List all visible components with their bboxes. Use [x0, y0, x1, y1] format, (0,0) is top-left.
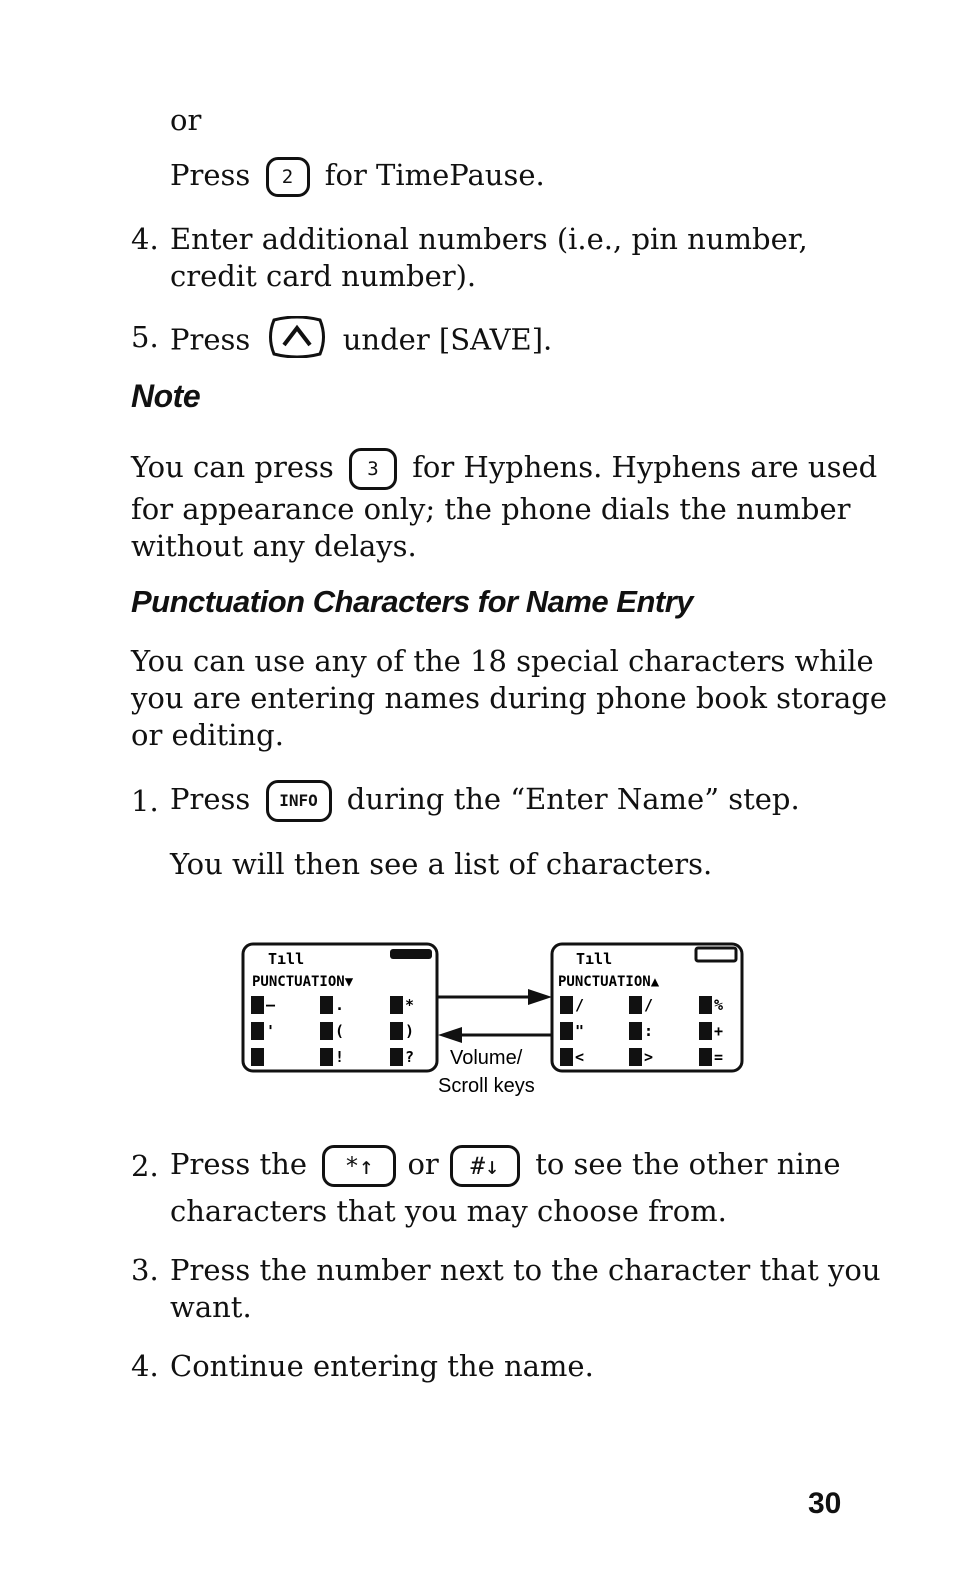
svg-text:?: ?: [405, 1048, 415, 1066]
svg-text:–: –: [266, 996, 276, 1014]
key-2-icon: 2: [266, 157, 310, 197]
step-text: to see the other nine: [535, 1147, 841, 1181]
step-number: 4.: [131, 222, 159, 256]
svg-text:/: /: [575, 996, 585, 1014]
right-screen-title: PUNCTUATION▲: [558, 974, 660, 990]
svg-text:': ': [266, 1022, 276, 1040]
step-text: want.: [170, 1290, 252, 1324]
svg-text:+: +: [714, 1022, 724, 1040]
softkey-up-icon: [264, 316, 330, 367]
svg-text:/: /: [644, 996, 654, 1014]
step-number: 1.: [131, 784, 159, 818]
info-key-icon: INFO: [266, 780, 332, 822]
hash-down-key-icon: #↓: [450, 1145, 520, 1187]
press-text: Press: [170, 158, 251, 192]
section-text: or editing.: [131, 718, 284, 752]
step-number: 5.: [131, 320, 159, 354]
step-text: characters that you may choose from.: [170, 1194, 727, 1228]
note-text: You can press: [131, 450, 334, 484]
figure-label-scroll: Scroll keys: [438, 1075, 535, 1097]
note-text: for appearance only; the phone dials the number: [131, 492, 851, 526]
key-3-icon: 3: [349, 448, 397, 490]
svg-text:(: (: [335, 1022, 345, 1040]
press-text: Press the: [170, 1147, 308, 1181]
save-step-line: [170, 316, 552, 367]
step-number: 4.: [131, 1349, 159, 1383]
scroll-step-line: [170, 1145, 841, 1187]
save-text: under [SAVE].: [342, 322, 553, 357]
svg-text:!: !: [335, 1048, 345, 1066]
svg-text::: :: [644, 1022, 654, 1040]
step-number: 2.: [131, 1149, 159, 1183]
info-step-line: [170, 780, 800, 822]
svg-text:%: %: [714, 996, 724, 1014]
press-text: Press: [170, 782, 251, 816]
step-text: Enter additional numbers (i.e., pin number,: [170, 222, 808, 256]
note-heading: Note: [131, 378, 201, 414]
star-up-key-icon: *↑: [322, 1145, 396, 1187]
punctuation-figure: [240, 940, 750, 1109]
section-text: you are entering names during phone book storage: [131, 681, 887, 715]
step-text: Press the number next to the character that you: [170, 1253, 881, 1287]
svg-text:*: *: [405, 996, 415, 1014]
step-text: Continue entering the name.: [170, 1349, 594, 1383]
section-text: You can use any of the 18 special characters while: [131, 644, 874, 678]
step-text: credit card number).: [170, 259, 477, 293]
svg-text:": ": [575, 1022, 585, 1040]
timepause-line: [170, 157, 545, 197]
left-screen-title: PUNCTUATION▼: [252, 974, 354, 990]
svg-text:>: >: [644, 1048, 654, 1066]
svg-text:=: =: [714, 1048, 724, 1066]
svg-text:): ): [405, 1022, 415, 1040]
step-number: 3.: [131, 1253, 159, 1287]
info-step-text: during the “Enter Name” step.: [346, 782, 800, 816]
svg-text:.: .: [335, 996, 345, 1014]
svg-text:Tıll: Tıll: [576, 950, 613, 968]
section-heading: Punctuation Characters for Name Entry: [131, 584, 694, 619]
svg-text:<: <: [575, 1048, 585, 1066]
figure-label-volume: Volume/: [450, 1047, 523, 1069]
or-text: or: [170, 103, 202, 137]
step-subtext: You will then see a list of characters.: [170, 847, 713, 881]
svg-text:Tıll: Tıll: [268, 950, 305, 968]
note-text: for Hyphens. Hyphens are used: [412, 450, 878, 484]
note-line: [131, 448, 877, 490]
press-text: Press: [170, 322, 251, 357]
timepause-text: for TimePause.: [324, 158, 545, 192]
page-number: 30: [808, 1487, 842, 1520]
note-text: without any delays.: [131, 529, 417, 563]
or-text: or: [407, 1147, 439, 1181]
